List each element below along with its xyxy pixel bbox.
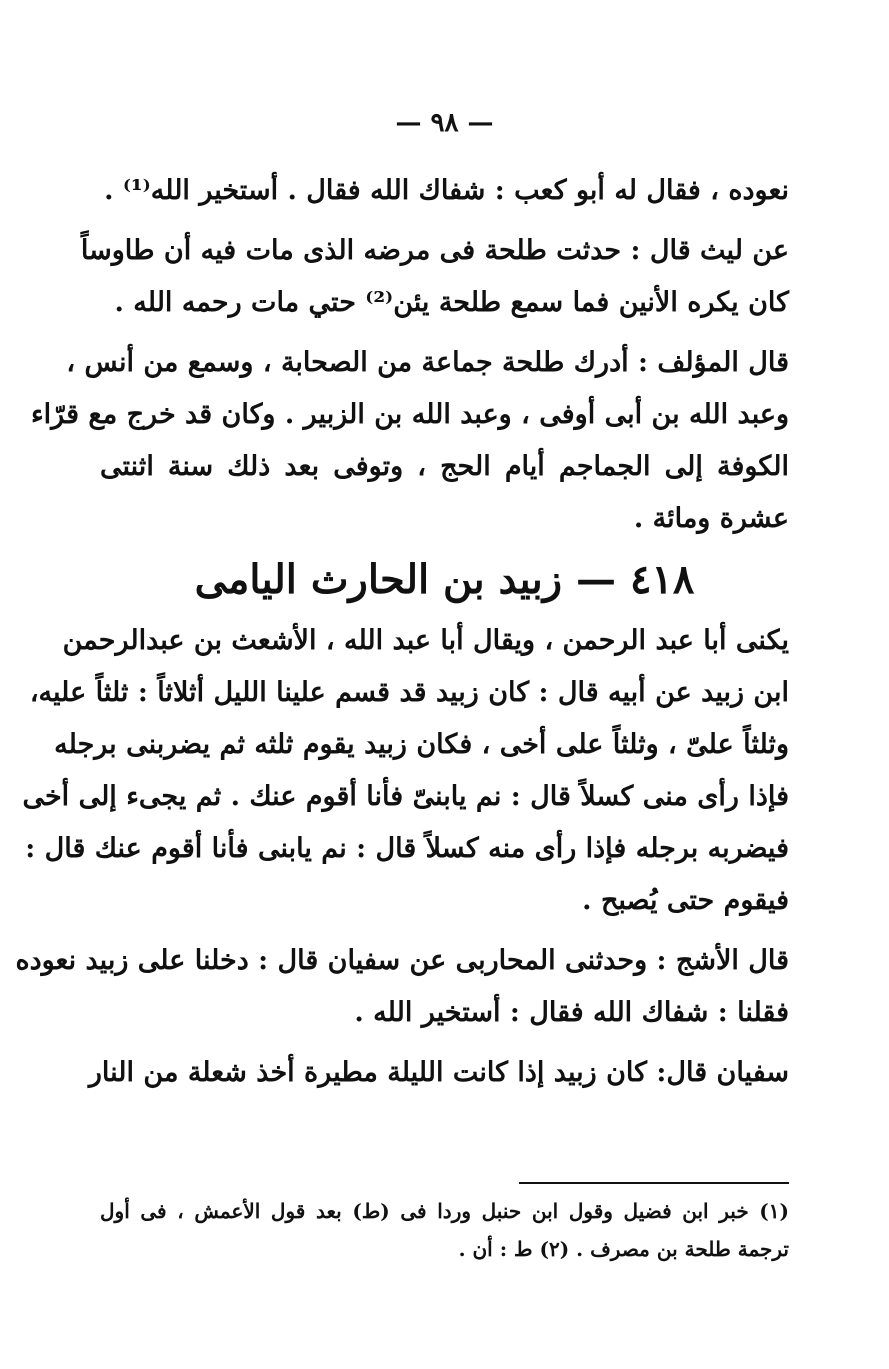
text-line: عن ليث قال : حدثت طلحة فى مرضه الذى مات فيه أن طاوساً <box>80 235 789 266</box>
text-line: وثلثاً علىّ ، وثلثاً على أخى ، فكان زبيد يقوم ثلثه ثم يضربنى برجله <box>54 729 789 760</box>
text-line: فقلنا : شفاك الله فقال : أستخير الله . <box>354 997 789 1028</box>
text-line: فإذا رأى منى كسلاً قال : نم يابنىّ فأنا أقوم عنك . ثم يجىء إلى أخى <box>22 781 789 812</box>
text-line: يكنى أبا عبد الرحمن ، ويقال أبا عبد الله ، الأشعث بن عبدالرحمن <box>62 625 789 656</box>
paragraph <box>80 225 789 329</box>
text-line: عشرة ومائة . <box>633 503 789 534</box>
text-line: فيضربه برجله فإذا رأى منه كسلاً قال : نم يابنى فأنا أقوم عنك قال : <box>25 833 789 864</box>
text-line: فيقوم حتى يُصبح . <box>582 885 789 916</box>
paragraph <box>15 935 789 1039</box>
paragraph <box>22 615 789 927</box>
text-line: كان يكره الأنين فما سمع طلحة يئن⁽²⁾ حتي مات رحمه الله . <box>114 287 789 318</box>
paragraph <box>88 1047 789 1099</box>
footnote-line: (١) خبر ابن فضيل وقول ابن حنبل وردا فى (ط) بعد قول الأعمش ، فى أول <box>100 1199 789 1223</box>
text-line: قال المؤلف : أدرك طلحة جماعة من الصحابة ، وسمع من أنس ، <box>66 347 789 378</box>
page-number: — ٩٨ — <box>395 108 494 138</box>
text-line: وعبد الله بن أبى أوفى ، وعبد الله بن الزبير . وكان قد خرج مع قرّاء <box>30 399 789 430</box>
text-line: سفيان قال: كان زبيد إذا كانت الليلة مطيرة أخذ شعلة من النار <box>88 1057 789 1088</box>
text-line: ابن زبيد عن أبيه قال : كان زبيد قد قسم علينا الليل أثلاثاً : ثلثاً عليه، <box>29 677 789 708</box>
paragraph <box>100 165 789 217</box>
text-line: قال الأشج : وحدثنى المحاربى عن سفيان قال : دخلنا على زبيد نعوده <box>15 945 789 976</box>
footnotes <box>100 1192 789 1268</box>
footnote-line: ترجمة طلحة بن مصرف . (٢) ط : أن . <box>458 1237 789 1261</box>
section-heading: ٤١٨ — زبيد بن الحارث اليامى <box>194 556 695 603</box>
footnote-divider <box>519 1182 789 1184</box>
text-line: الكوفة إلى الجماجم أيام الحج ، وتوفى بعد ذلك سنة اثنتى <box>100 451 789 482</box>
paragraph <box>30 337 789 545</box>
body-text <box>15 165 789 1099</box>
text-line: نعوده ، فقال له أبو كعب : شفاك الله فقال . أستخير الله⁽¹⁾ . <box>104 175 789 206</box>
